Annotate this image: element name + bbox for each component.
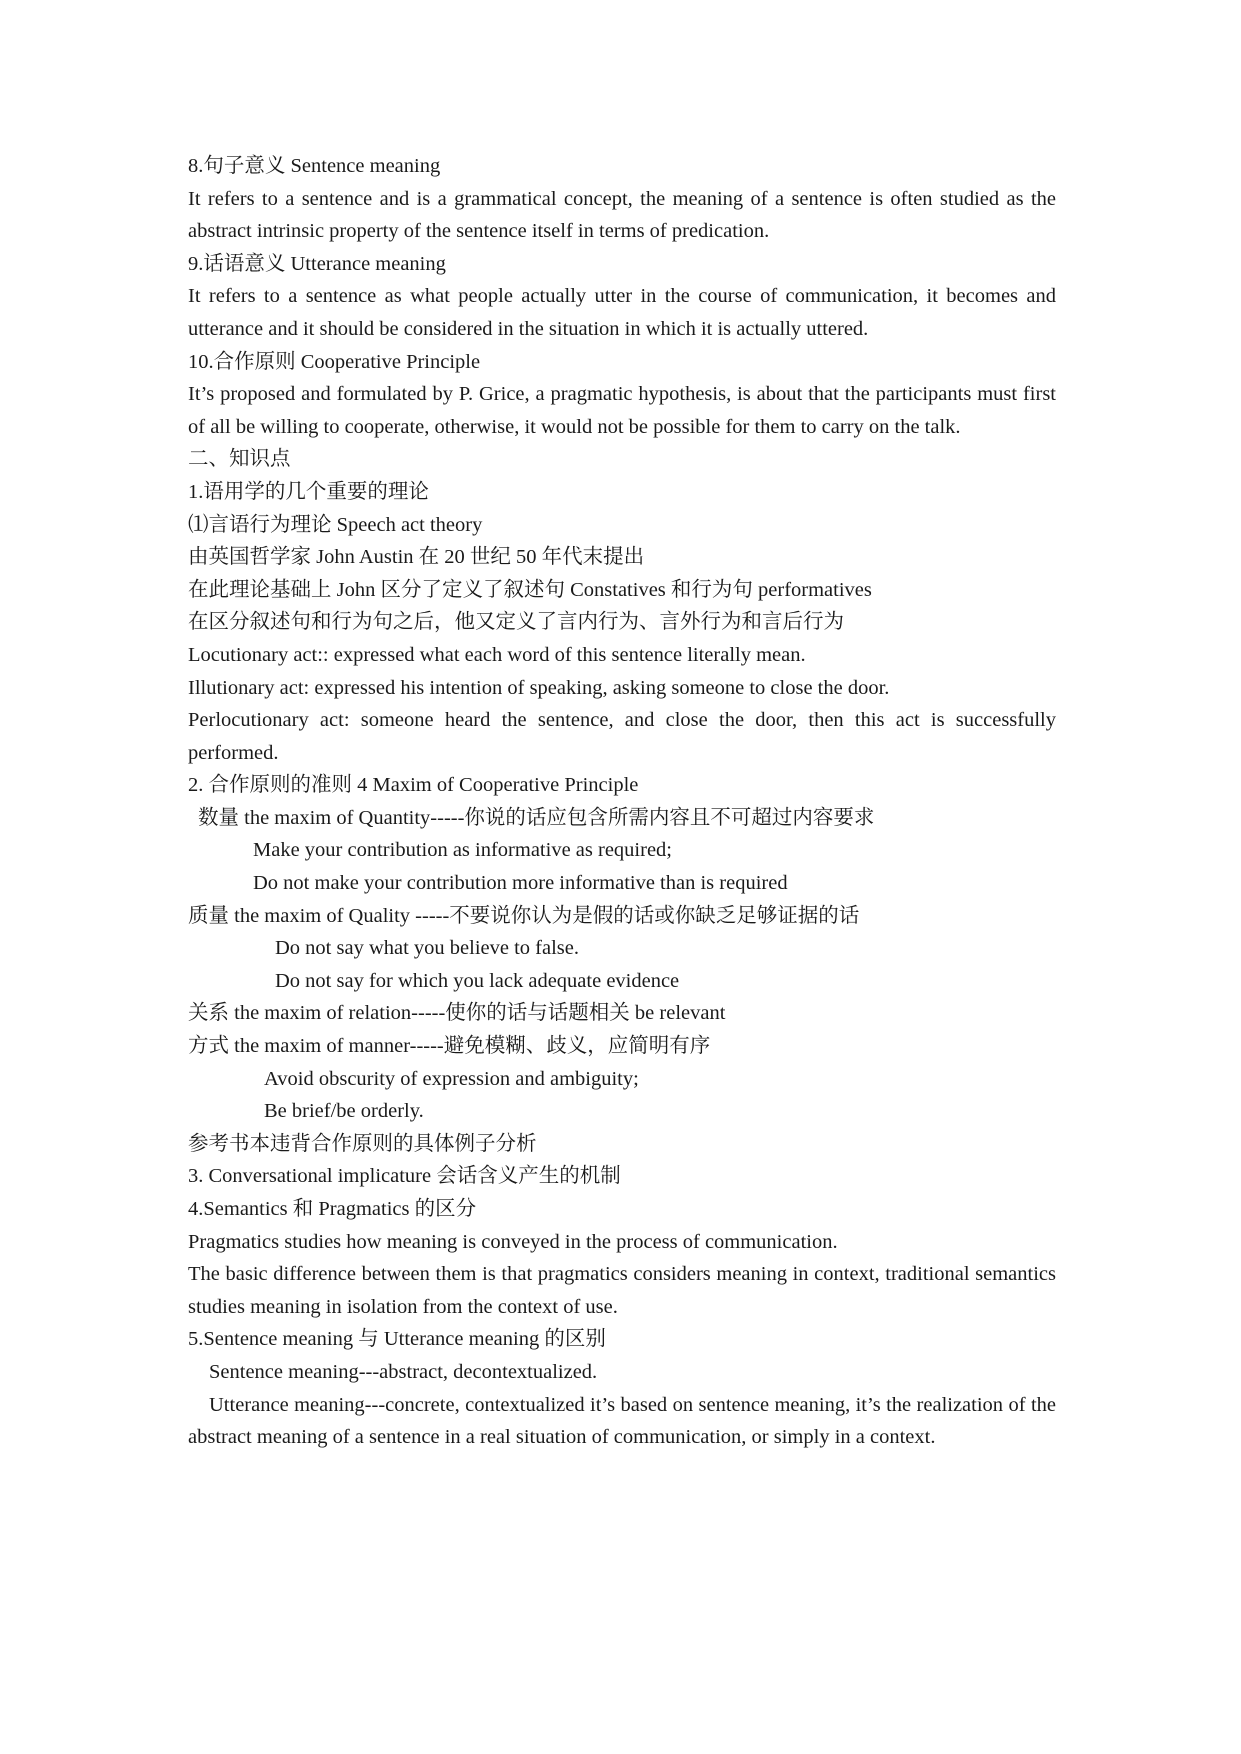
heading-sentence-meaning: 8.句子意义 Sentence meaning xyxy=(188,155,441,177)
maxim-quality-rule-2: Do not say for which you lack adequate evidence xyxy=(275,969,680,992)
line-pragmatics-definition: Pragmatics studies how meaning is conveyed in the process of communication. xyxy=(188,1230,838,1253)
maxim-relation: 关系 the maxim of relation-----使你的话与话题相关 be relevant xyxy=(188,1002,726,1025)
item-sentence-vs-utterance: 5.Sentence meaning 与 Utterance meaning 的区别 xyxy=(188,1328,606,1351)
maxim-quality-rule-1: Do not say what you believe to false. xyxy=(275,937,580,960)
section-heading-knowledge-points: 二、知识点 xyxy=(188,448,291,471)
paragraph-cooperative-principle: It’s proposed and formulated by P. Grice, a pragmatic hypothesis, is about that the participants must first of all be willing to cooperate, otherwise, it would not be possible for them to carry on the talk. xyxy=(188,383,1056,438)
item-pragmatic-theories: 1.语用学的几个重要的理论 xyxy=(188,480,429,503)
maxim-quantity: 数量 the maxim of Quantity-----你说的话应包含所需内容且不可超过内容要求 xyxy=(198,806,875,829)
maxim-manner: 方式 the maxim of manner-----避免模糊、歧义，应简明有序 xyxy=(188,1035,711,1058)
line-locutionary-act: Locutionary act:: expressed what each word of this sentence literally mean. xyxy=(188,643,806,666)
line-illutionary-act: Illutionary act: expressed his intention of speaking, asking someone to close the door. xyxy=(188,676,890,699)
line-sentence-meaning-abstract: Sentence meaning---abstract, decontextualized. xyxy=(209,1360,598,1383)
maxim-quality: 质量 the maxim of Quality -----不要说你认为是假的话或你缺乏足够证据的话 xyxy=(188,904,860,927)
heading-cooperative-principle: 10.合作原则 Cooperative Principle xyxy=(188,350,481,373)
heading-utterance-meaning: 9.话语意义 Utterance meaning xyxy=(188,252,446,275)
item-semantics-pragmatics: 4.Semantics 和 Pragmatics 的区分 xyxy=(188,1198,477,1220)
line-austin-origin: 由英国哲学家 John Austin 在 20 世纪 50 年代末提出 xyxy=(188,546,645,569)
paragraph-utterance-meaning: It refers to a sentence as what people actually utter in the course of communication, it becomes and utterance and it should be considered in the situation in which it is actually uttered. xyxy=(188,285,1056,340)
maxim-quantity-rule-1: Make your contribution as informative as required; xyxy=(253,839,672,862)
line-three-acts: 在区分叙述句和行为句之后，他又定义了言内行为、言外行为和言后行为 xyxy=(188,611,844,634)
paragraph-sentence-meaning: It refers to a sentence and is a grammatical concept, the meaning of a sentence is often studied as the abstract intrinsic property of the sentence itself in terms of predication. xyxy=(188,187,1056,243)
item-conversational-implicature: 3. Conversational implicature 会话含义产生的机制 xyxy=(188,1165,621,1188)
maxim-quantity-rule-2: Do not make your contribution more informative than is required xyxy=(253,872,788,895)
line-reference-examples: 参考书本违背合作原则的具体例子分析 xyxy=(188,1132,537,1155)
document-body xyxy=(188,150,1056,1454)
paragraph-perlocutionary-act: Perlocutionary act: someone heard the sentence, and close the door, then this act is successfully performed. xyxy=(188,709,1056,764)
paragraph-utterance-meaning-concrete: Utterance meaning---concrete, contextualized it’s based on sentence meaning, it’s the realization of the abstract meaning of a sentence in a real situation of communication, or simply in a context. xyxy=(188,1393,1056,1449)
line-constatives-performatives: 在此理论基础上 John 区分了定义了叙述句 Constatives 和行为句 performatives xyxy=(188,578,872,601)
maxim-manner-rule-2: Be brief/be orderly. xyxy=(264,1100,424,1123)
item-speech-act-theory: ⑴言语行为理论 Speech act theory xyxy=(188,513,483,536)
maxim-manner-rule-1: Avoid obscurity of expression and ambiguity; xyxy=(264,1067,639,1090)
item-maxims: 2. 合作原则的准则 4 Maxim of Cooperative Principle xyxy=(188,774,639,797)
paragraph-basic-difference: The basic difference between them is that pragmatics considers meaning in context, traditional semantics studies meaning in isolation from the context of use. xyxy=(188,1263,1056,1318)
